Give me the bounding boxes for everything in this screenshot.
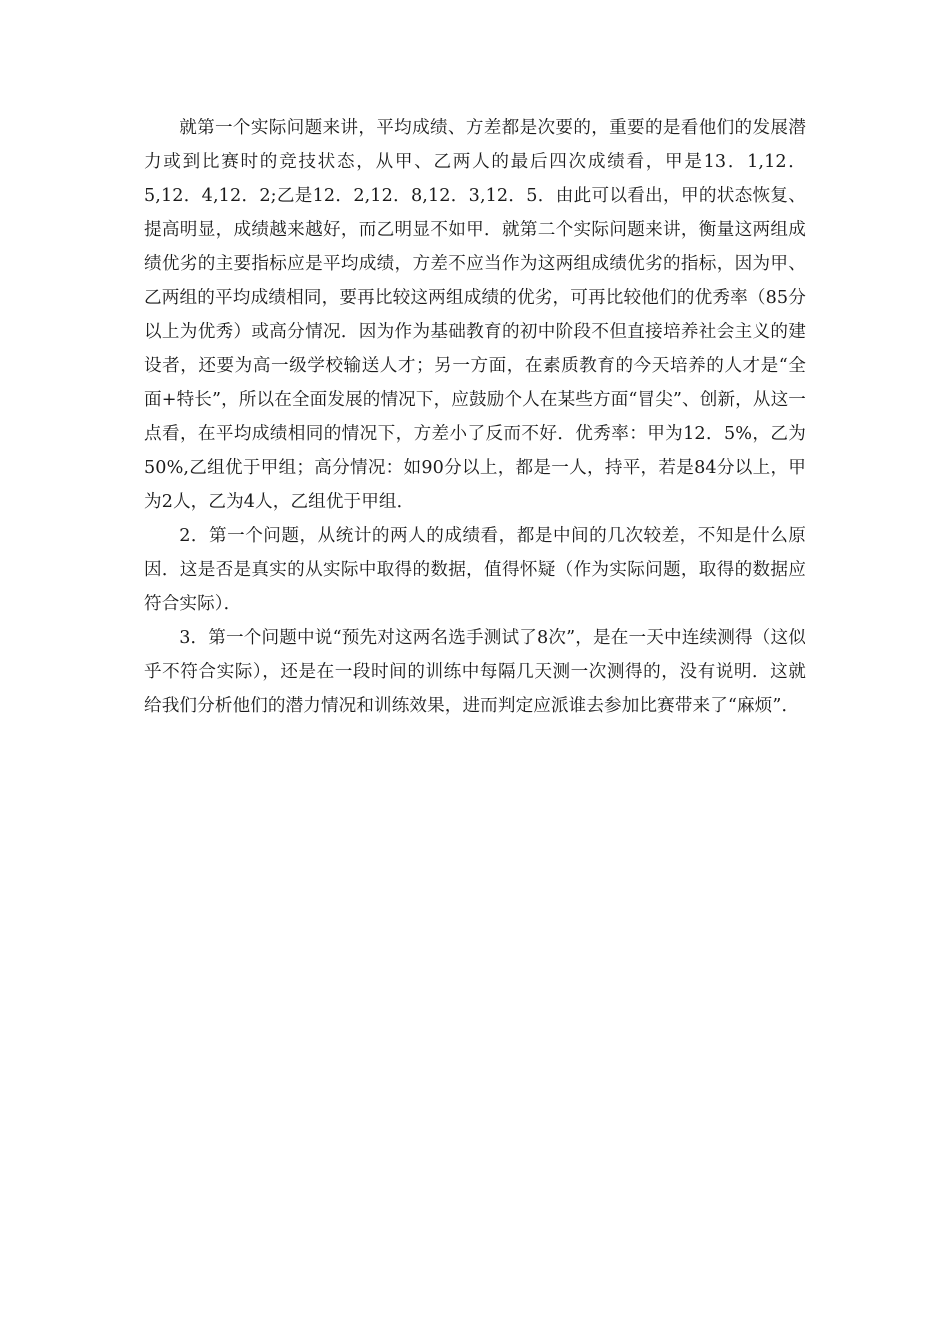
- document-body: [144, 111, 806, 723]
- paragraph-point-3: 3．第一个问题中说“预先对这两名选手测试了8次”，是在一天中连续测得（这似乎不符合实际），还是在一段时间的训练中每隔几天测一次测得的，没有说明．这就给我们分析他们的潜力情况和训练效果，进而判定应派谁去参加比赛带来了“麻烦”．: [144, 628, 806, 716]
- paragraph-analysis: 就第一个实际问题来讲，平均成绩、方差都是次要的，重要的是看他们的发展潜力或到比赛时的竞技状态，从甲、乙两人的最后四次成绩看，甲是13．1,12．5,12．4,12．2;乙是12．2,12．8,12．3,12．5．由此可以看出，甲的状态恢复、提高明显，成绩越来越好，而乙明显不如甲．就第二个实际问题来讲，衡量这两组成绩优劣的主要指标应是平均成绩，方差不应当作为这两组成绩优劣的指标，因为甲、乙两组的平均成绩相同，要再比较这两组成绩的优劣，可再比较他们的优秀率（85分以上为优秀）或高分情况．因为作为基础教育的初中阶段不但直接培养社会主义的建设者，还要为高一级学校输送人才；另一方面，在素质教育的今天培养的人才是“全面+特长”，所以在全面发展的情况下，应鼓励个人在某些方面“冒尖”、创新，从这一点看，在平均成绩相同的情况下，方差小了反而不好．优秀率：甲为12．5%，乙为50%,乙组优于甲组；高分情况：如90分以上，都是一人，持平，若是84分以上，甲为2人，乙为4人，乙组优于甲组．: [144, 118, 806, 512]
- paragraph-point-2: 2．第一个问题，从统计的两人的成绩看，都是中间的几次较差，不知是什么原因．这是否是真实的从实际中取得的数据，值得怀疑（作为实际问题，取得的数据应符合实际）．: [144, 526, 806, 614]
